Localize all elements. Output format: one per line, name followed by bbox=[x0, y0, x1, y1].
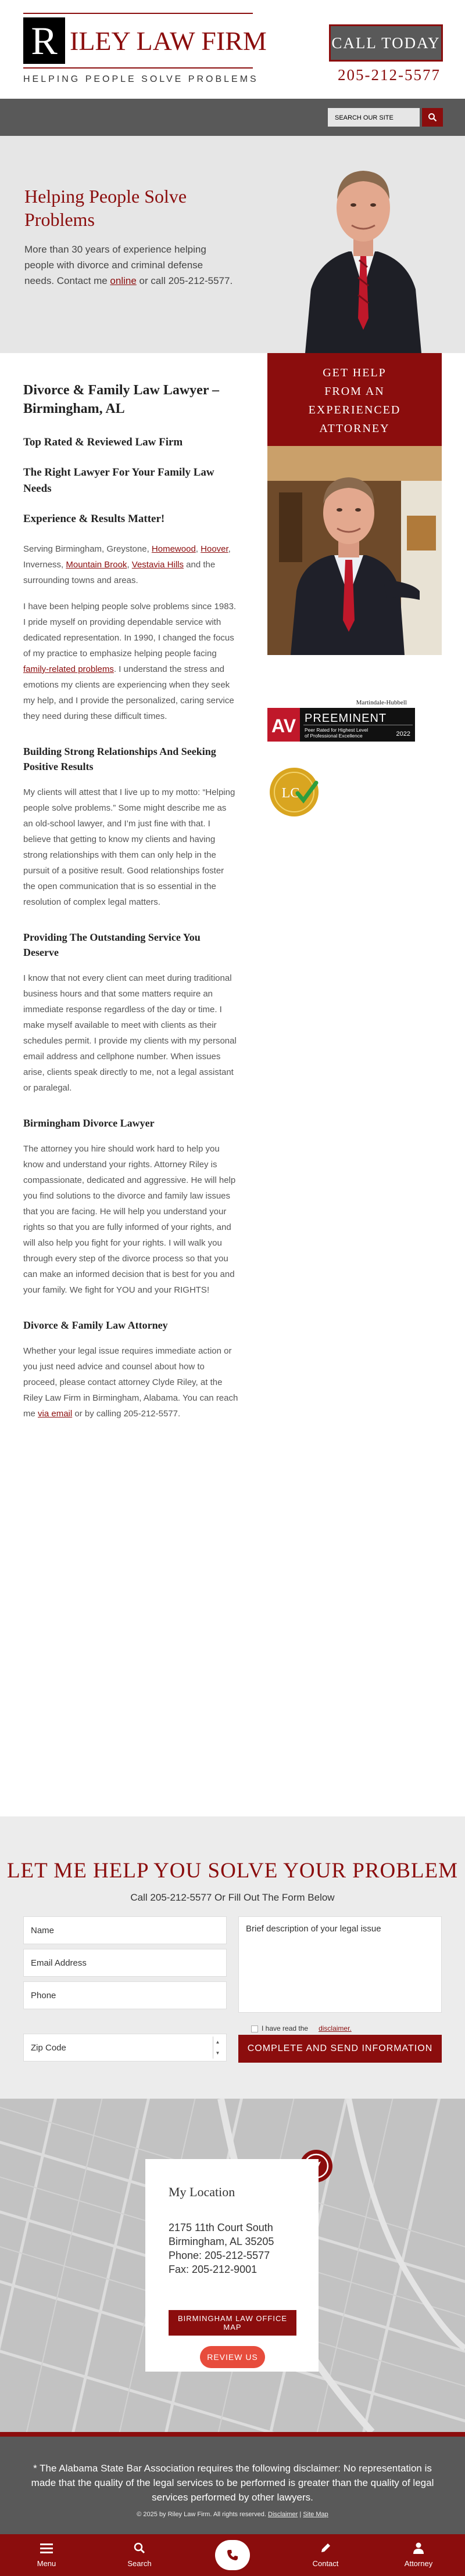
hero-title: Helping People Solve Problems bbox=[24, 186, 187, 230]
heading-experience: Experience & Results Matter! bbox=[23, 513, 165, 525]
office-map-button[interactable]: BIRMINGHAM LAW OFFICE MAP bbox=[169, 2310, 296, 2336]
search-bar bbox=[0, 99, 465, 136]
attorney-office-photo bbox=[267, 446, 442, 655]
search-icon bbox=[134, 2542, 145, 2554]
description-field[interactable] bbox=[238, 1916, 442, 2013]
nav-attorney-button[interactable] bbox=[389, 2534, 448, 2576]
logo-initial: R bbox=[23, 17, 65, 64]
link-mountain-brook[interactable]: Mountain Brook bbox=[66, 560, 127, 570]
logo-rule-bottom bbox=[23, 67, 253, 69]
heading-divorce-lawyer: Birmingham Divorce Lawyer bbox=[23, 1117, 155, 1129]
exp-text-end: . I understand the stress and emotions my clients are experiencing when they seek my help, and I provide the personalized, caring service they need during these difficult times. bbox=[23, 664, 234, 721]
hero-online-link[interactable]: online bbox=[110, 275, 137, 286]
heading-family-attorney: Divorce & Family Law Attorney bbox=[23, 1319, 168, 1331]
get-help-banner[interactable] bbox=[267, 353, 442, 446]
serving-text: Serving Birmingham, Greystone, bbox=[23, 544, 152, 554]
logo-tagline: HELPING PEOPLE SOLVE PROBLEMS bbox=[23, 74, 259, 84]
serving-end: and the surrounding towns and areas. bbox=[23, 560, 216, 585]
contact-paragraph bbox=[23, 1343, 238, 1422]
article bbox=[23, 381, 238, 1432]
copyright-row bbox=[0, 2511, 465, 2518]
mh-year: 2022 bbox=[396, 731, 410, 737]
help-line: EXPERIENCED bbox=[308, 404, 401, 416]
contact-text-start: Whether your legal issue requires immediate action or you just need advice and counsel about how to proceed, please contact attorney Clyde Riley, at the Riley Law Firm in Birmingham, Alabama. You can reach me bbox=[23, 1346, 238, 1419]
heading-right-lawyer: The Right Lawyer For Your Family Law Needs bbox=[23, 466, 214, 495]
service-paragraph: I know that not every client can meet during traditional business hours and that some matters require an immediate response regardless of the day or time. I make myself available to meet with clients as their schedules permit. I provide my clients with my personal email address and cellphone number. When issues arise, clients speak directly to me, not a legal assistant or paralegal. bbox=[23, 973, 237, 1093]
disclaimer-row bbox=[251, 2024, 352, 2032]
heading-service: Providing The Outstanding Service You Deserve bbox=[23, 931, 201, 958]
nav-contact-button[interactable] bbox=[296, 2534, 355, 2576]
help-line: GET HELP bbox=[323, 366, 387, 379]
address-line-1: 2175 11th Court South bbox=[169, 2222, 273, 2233]
serving-sep: , bbox=[127, 560, 132, 570]
submit-button[interactable]: COMPLETE AND SEND INFORMATION bbox=[238, 2035, 442, 2063]
contact-form-section bbox=[0, 1816, 465, 2099]
main-content bbox=[0, 353, 465, 1816]
search-icon bbox=[428, 113, 437, 122]
copyright: © 2025 by Riley Law Firm. All rights reserved. bbox=[137, 2511, 266, 2518]
hero-text-end: or call 205-212-5577. bbox=[136, 275, 233, 286]
search-button[interactable] bbox=[422, 108, 443, 127]
zip-stepper[interactable]: ▲ ▼ bbox=[213, 2037, 222, 2059]
zip-code-field[interactable] bbox=[23, 2034, 227, 2061]
hero-text-start: More than 30 years of experience helping people with divorce and criminal defense needs. Contact me bbox=[24, 244, 206, 286]
nav-menu-label: Menu bbox=[37, 2559, 56, 2568]
mobile-bottom-nav bbox=[0, 2534, 465, 2576]
hero-text bbox=[24, 242, 234, 289]
serving-sep: , Inverness, bbox=[23, 544, 231, 570]
email-field[interactable] bbox=[23, 1949, 227, 1977]
nav-contact-label: Contact bbox=[312, 2559, 339, 2568]
person-icon bbox=[413, 2542, 424, 2554]
heading-top-rated: Top Rated & Reviewed Law Firm bbox=[23, 436, 183, 448]
experience-paragraph bbox=[23, 599, 238, 724]
mh-preeminent: PREEMINENT bbox=[305, 712, 387, 725]
nav-search-button[interactable] bbox=[110, 2534, 169, 2576]
disclaimer-label: I have read the bbox=[262, 2024, 309, 2032]
menu-icon bbox=[40, 2542, 53, 2554]
hero-banner bbox=[0, 136, 465, 353]
site-header bbox=[0, 0, 465, 99]
location-map[interactable] bbox=[0, 2099, 465, 2432]
divorce-paragraph: The attorney you hire should work hard to help you know and understand your rights. Attorney Riley is compassionate, dedicated and aggressive. He will help you find solutions to the divorce and family law issues that you are facing. He will help you understand your rights so that you are fully informed of your rights, and will also help you fight for your rights. I will walk you through every step of the divorce process so that you can make an informed decision that is best for you and your family. We fight for YOU and your RIGHTS! bbox=[23, 1144, 236, 1295]
email-link[interactable]: via email bbox=[38, 1409, 73, 1419]
mh-brand: Martindale-Hubbell bbox=[356, 699, 407, 706]
mh-av: AV bbox=[271, 715, 296, 736]
footer-sitemap-link[interactable]: Site Map bbox=[303, 2511, 328, 2518]
sidebar bbox=[267, 353, 442, 822]
disclaimer-link[interactable]: disclaimer. bbox=[319, 2024, 352, 2032]
pencil-icon bbox=[320, 2542, 331, 2554]
disclaimer-checkbox[interactable] bbox=[251, 2025, 258, 2032]
review-us-button[interactable]: REVIEW US bbox=[200, 2346, 265, 2368]
form-subtitle: Call 205-212-5577 Or Fill Out The Form Below bbox=[130, 1892, 335, 1903]
nav-call-button[interactable] bbox=[215, 2540, 250, 2570]
location-card bbox=[145, 2159, 319, 2372]
logo[interactable] bbox=[23, 13, 267, 88]
link-vestavia-hills[interactable]: Vestavia Hills bbox=[131, 560, 184, 570]
location-phone[interactable]: Phone: 205-212-5577 bbox=[169, 2250, 270, 2261]
nav-menu-button[interactable] bbox=[17, 2534, 76, 2576]
lc-text: LC bbox=[281, 786, 300, 801]
link-hoover[interactable]: Hoover bbox=[201, 544, 228, 554]
nav-search-label: Search bbox=[127, 2559, 152, 2568]
mh-sub2: of Professional Excellence bbox=[305, 733, 363, 739]
relationships-paragraph: My clients will attest that I live up to my motto: “Helping people solve problems.” Some might describe me as an old-school lawyer, and I’m just fine with that. I believe that getting to know my clients and having strong relationships with them can only help in the pursuit of a positive result. Good relationships foster the open communication that is so essential in the resolution of complex legal matters. bbox=[23, 787, 235, 907]
header-phone-link[interactable]: 205-212-5577 bbox=[338, 66, 441, 84]
logo-name: ILEY LAW FIRM bbox=[70, 26, 267, 56]
search-input[interactable] bbox=[328, 108, 420, 127]
bar-disclaimer: * The Alabama State Bar Association requires the following disclaimer: No representation is made that the quality of the legal services to be performed is greater than the quality of legal services performed by other lawyers. bbox=[31, 2463, 434, 2503]
lead-counsel-badge[interactable] bbox=[267, 765, 321, 819]
footer-separator: | bbox=[298, 2511, 303, 2518]
footer-disclaimer-link[interactable]: Disclaimer bbox=[268, 2511, 298, 2518]
help-line: FROM AN bbox=[324, 385, 385, 398]
location-fax: Fax: 205-212-9001 bbox=[169, 2264, 257, 2275]
form-title: LET ME HELP YOU SOLVE YOUR PROBLEM bbox=[6, 1859, 459, 1883]
heading-relationships: Building Strong Relationships And Seeking Positive Results bbox=[23, 746, 216, 772]
mh-sub1: Peer Rated for Highest Level bbox=[305, 727, 369, 733]
serving-paragraph bbox=[23, 541, 238, 588]
family-problems-link[interactable]: family-related problems bbox=[23, 664, 114, 674]
site-footer bbox=[0, 2432, 465, 2534]
phone-field[interactable] bbox=[23, 1981, 227, 2009]
attorney-hero-photo bbox=[296, 144, 430, 353]
address-line-2: Birmingham, AL 35205 bbox=[169, 2236, 274, 2247]
link-homewood[interactable]: Homewood bbox=[151, 544, 196, 554]
logo-rule-top bbox=[23, 13, 253, 14]
exp-text-start: I have been helping people solve problems since 1983. I pride myself on providing dependable service with dedicated representation. In 1990, I changed the focus of my practice to emphasize helping people facing bbox=[23, 602, 237, 659]
phone-icon bbox=[226, 2548, 239, 2562]
serving-sep: , bbox=[195, 544, 201, 554]
contact-text-end: or by calling 205-212-5577. bbox=[72, 1409, 181, 1419]
nav-attorney-label: Attorney bbox=[404, 2559, 433, 2568]
name-field[interactable] bbox=[23, 1916, 227, 1944]
location-title: My Location bbox=[169, 2185, 235, 2199]
page-title: Divorce & Family Law Lawyer – Birmingham, AL bbox=[23, 383, 220, 416]
call-today-button[interactable]: CALL TODAY bbox=[329, 24, 443, 62]
help-line: ATTORNEY bbox=[319, 422, 390, 435]
martindale-hubbell-badge[interactable] bbox=[267, 699, 415, 743]
